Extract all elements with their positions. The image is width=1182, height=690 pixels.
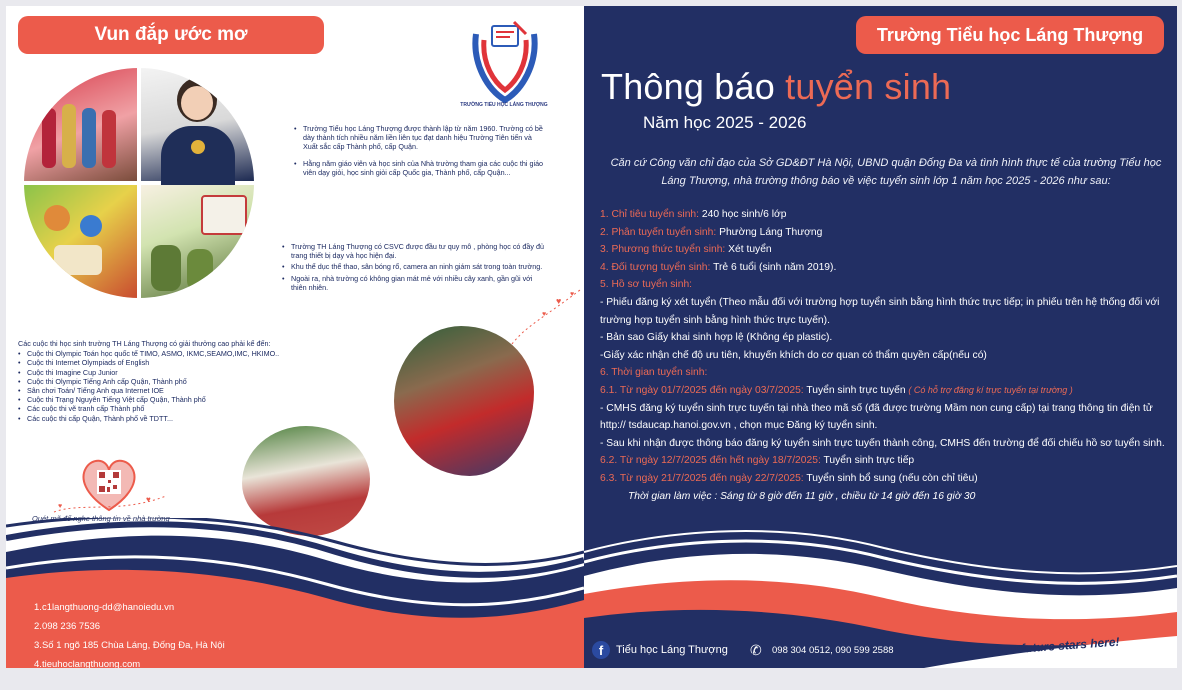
activities-photo-collage: [24, 68, 254, 298]
detail-value: Phường Láng Thượng: [716, 226, 823, 238]
phase-type: Tuyển sinh bổ sung (nếu còn chỉ tiêu): [803, 472, 978, 484]
page-title: [601, 66, 951, 108]
left-page: [6, 6, 584, 668]
detail-row: [600, 224, 1174, 242]
announcement-intro: Căn cứ Công văn chỉ đạo của Sở GD&ĐT Hà Nội, UBND quận Đống Đa và tình hình thực tế của trường Tiểu học Láng Thượng, nhà trường thông báo về việc tuyển sinh lớp 1 năm học 2025 - 2026 như sau:: [610, 157, 1162, 187]
awards-section: [18, 339, 378, 423]
decorative-hearts-icon: [50, 492, 170, 516]
detail-value: Xét tuyển: [725, 244, 772, 256]
facility-point: • Khu thể dục thể thao, sân bóng rổ, camera an ninh giám sát trong toàn trường.: [282, 262, 544, 271]
decorative-hearts-icon: [506, 286, 584, 346]
phase-online: [600, 382, 1174, 400]
email-text: c1langthuong-dd@hanoiedu.vn: [41, 602, 175, 613]
svg-text:♥: ♥: [542, 311, 547, 318]
school-facilities: [282, 242, 544, 294]
phase-type: Tuyển sinh trực tiếp: [820, 455, 915, 467]
award-item: • Các cuộc thi vẽ tranh cấp Thành phố: [18, 404, 378, 413]
svg-text:♥: ♥: [146, 495, 151, 504]
facility-point: • Ngoài ra, nhà trường có không gian mát mẻ với nhiều cây xanh, gần gũi với thiên nhiên.: [282, 274, 544, 292]
address-text: Số 1 ngõ 185 Chùa Láng, Đống Đa, Hà Nội: [41, 640, 225, 651]
svg-text:♥: ♥: [556, 296, 562, 306]
detail-label: 5. Hồ sơ tuyển sinh:: [600, 279, 693, 291]
contact-number: 4.: [34, 659, 42, 668]
detail-row: [600, 241, 1174, 259]
phase-date: 6.2. Từ ngày 12/7/2025 đến hết ngày 18/7/2025:: [600, 455, 821, 467]
admission-details: [600, 206, 1174, 505]
contact-phone: [34, 617, 225, 636]
detail-label: 3. Phương thức tuyển sinh:: [600, 244, 726, 256]
slogan: Yourfuture stars here!: [993, 634, 1120, 658]
photo-students-crafts: [24, 185, 137, 298]
awards-title: Các cuộc thi học sinh trường TH Láng Thượng có giải thưởng cao phải kể đến:: [18, 339, 271, 348]
website-link[interactable]: tieuhoclangthuong.com: [41, 659, 141, 668]
document-item: - Bản sao Giấy khai sinh hợp lệ (Không ép plastic).: [600, 332, 833, 344]
online-instruction: - CMHS đăng ký tuyển sinh trực tuyến tại nhà theo mã số (đã được trường Mầm non cung cấp) tại trang thông tin điện tử http:// tsdaucap.hanoi.gov.vn , chọn mục Đăng ký tuyển sinh.: [600, 402, 1153, 432]
contact-number: 3.: [34, 640, 42, 651]
intro-point: • Hằng năm giáo viên và học sinh của Nhà trường tham gia các cuộc thi giáo viên dạy giỏi, học sinh giỏi cấp Quốc gia, Thành phố, cấp Quận...: [294, 159, 544, 177]
award-item: • Cuộc thi Imagine Cup Junior: [18, 368, 378, 377]
qr-caption: Quét mã để nghe thông tin về nhà trường: [32, 514, 170, 523]
school-logo-text: TRƯỜNG TIỂU HỌC LÁNG THƯỢNG: [460, 102, 548, 108]
contact-number: 1.: [34, 602, 42, 613]
contact-number: 2.: [34, 621, 42, 632]
phase-extra: [600, 470, 1174, 488]
facility-point: • Trường TH Láng Thượng có CSVC được đầu tư quy mô , phòng học có đầy đủ trang thiết bị dạy và học hiện đại.: [282, 242, 544, 260]
phase-date: 6.1. Từ ngày 01/7/2025 đến ngày 03/7/2025:: [600, 384, 804, 396]
contact-email[interactable]: [34, 598, 225, 617]
facebook-icon[interactable]: f: [592, 641, 610, 659]
facebook-page-link[interactable]: Tiểu học Láng Thượng: [616, 644, 728, 656]
photo-school-event: [141, 185, 254, 298]
school-intro: [294, 124, 544, 184]
document-item: - Phiếu đăng ký xét tuyển (Theo mẫu đối với trường hợp tuyển sinh bằng hình thức trực tiếp; in phiếu trên hệ thống đối với trường hợp tuyển sinh bằng hình thức trực tuyến).: [600, 296, 1160, 326]
award-item: • Cuộc thi Internet Olympiads of English: [18, 358, 378, 367]
detail-row: [600, 259, 1174, 277]
right-footer: [584, 636, 1177, 668]
award-item: • Các cuộc thi cấp Quận, Thành phố về TDTT...: [18, 414, 378, 423]
detail-value: Trẻ 6 tuổi (sinh năm 2019).: [710, 261, 837, 273]
svg-text:♥: ♥: [58, 503, 63, 510]
title-main: Thông báo: [601, 66, 786, 107]
right-page: [584, 6, 1177, 668]
phone-icon: ✆: [750, 642, 762, 658]
contact-list: [34, 598, 225, 668]
photo-award-ceremony: [24, 68, 137, 181]
contact-address: [34, 636, 225, 655]
photo-student-drawing: [394, 326, 534, 476]
school-name-banner: Trường Tiểu học Láng Thượng: [856, 16, 1164, 54]
online-note: - Sau khi nhận được thông báo đăng ký tuyển sinh trực tuyến thành công, CMHS đến trường để đối chiếu hồ sơ tuyển sinh.: [600, 437, 1165, 449]
school-year: Năm học 2025 - 2026: [643, 113, 807, 132]
phone-text: 098 236 7536: [41, 621, 101, 632]
detail-row: [600, 276, 1174, 294]
award-item: • Cuộc thi Trạng Nguyên Tiếng Việt cấp Quận, Thành phố: [18, 395, 378, 404]
photo-student-medal: [141, 68, 254, 181]
contact-website[interactable]: [34, 655, 225, 668]
working-hours: Thời gian làm việc : Sáng từ 8 giờ đến 11 giờ , chiều từ 14 giờ đến 16 giờ 30: [628, 490, 976, 502]
detail-row: [600, 206, 1174, 224]
phase-type: Tuyển sinh trực tuyến: [803, 384, 909, 396]
school-logo-icon: [468, 20, 542, 104]
time-heading: 6. Thời gian tuyển sinh:: [600, 367, 708, 379]
title-highlight: tuyển sinh: [785, 66, 952, 107]
document-item: -Giấy xác nhận chế độ ưu tiên, khuyến khích do cơ quan có thẩm quyền cấp(nếu có): [600, 349, 987, 361]
svg-text:♥: ♥: [570, 291, 575, 298]
phase-date: 6.3. Từ ngày 21/7/2025 đến ngày 22/7/2025:: [600, 472, 804, 484]
intro-point: • Trường Tiểu học Láng Thượng được thành lập từ năm 1960. Trường có bề dày thành tích nhiều năm liền liên tục đạt danh hiệu Trường Tiên tiến và Xuất sắc cấp Thành phố, cấp Quận.: [294, 124, 544, 152]
award-item: • Cuộc thi Olympic Toán học quốc tế TIMO, ASMO, IKMC,SEAMO,IMC, HKIMO..: [18, 349, 378, 358]
phase-note: ( Có hỗ trợ đăng kí trực tuyến tại trường ): [908, 384, 1073, 395]
award-item: • Sân chơi Toán/ Tiếng Anh qua Internet IOE: [18, 386, 378, 395]
detail-label: 1. Chỉ tiêu tuyển sinh:: [600, 209, 700, 220]
online-note: [600, 400, 1174, 435]
phone-numbers: 098 304 0512, 090 599 2588: [772, 645, 894, 656]
detail-label: 2. Phân tuyến tuyển sinh:: [600, 226, 717, 238]
award-item: • Cuộc thi Olympic Tiếng Anh cấp Quận, Thành phố: [18, 377, 378, 386]
left-banner: Vun đắp ước mơ: [18, 16, 324, 54]
phase-direct: [600, 452, 1174, 470]
detail-label: 4. Đối tượng tuyển sinh:: [600, 261, 711, 273]
detail-value: 240 học sinh/6 lớp: [699, 209, 787, 220]
